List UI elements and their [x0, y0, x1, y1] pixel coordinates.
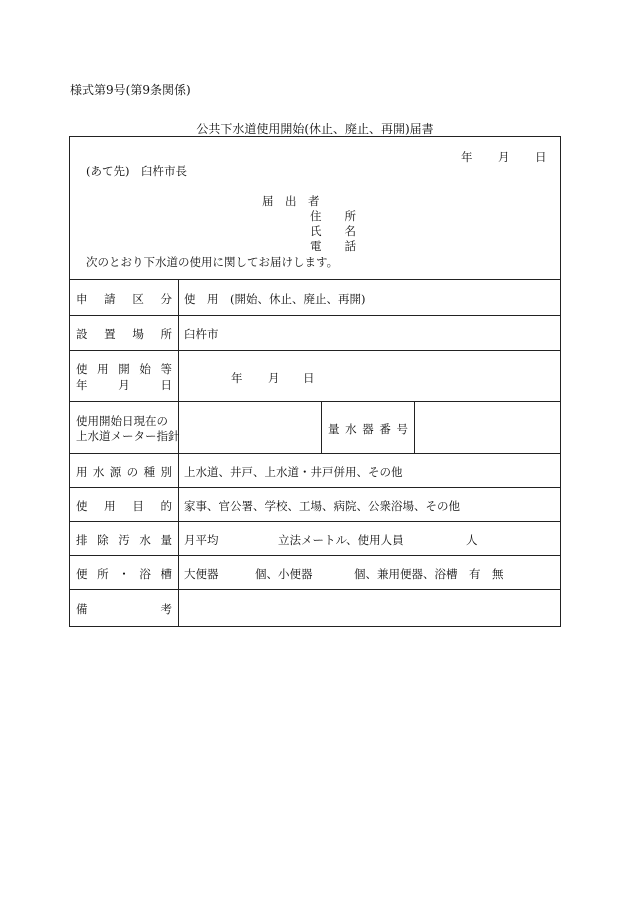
discharge-prefix: 月平均 — [184, 533, 219, 547]
meter-column-divider — [321, 401, 322, 453]
intro-text: 次のとおり下水道の使用に関してお届けします。 — [86, 255, 339, 269]
row-divider — [70, 453, 560, 454]
phone-label: 電 話 — [310, 239, 356, 253]
meter-label-line2: 上水道メーター指針 — [76, 429, 180, 443]
row-divider — [70, 279, 560, 280]
row-divider — [70, 350, 560, 351]
row-divider — [70, 401, 560, 402]
start-date-month: 月 — [268, 371, 280, 385]
start-date-label-line2: 年 月 日 — [76, 378, 172, 392]
name-label: 氏 名 — [310, 224, 356, 238]
toilet-bath-value-b: 個、小便器 — [255, 567, 313, 581]
toilet-bath-value-a: 大便器 — [184, 567, 219, 581]
meter-label-line1: 使用開始日現在の — [76, 414, 168, 428]
address-label: 住 所 — [310, 209, 356, 223]
application-type-value: 使 用 (開始、休止、廃止、再開) — [184, 292, 366, 306]
row-divider — [70, 487, 560, 488]
start-date-day: 日 — [303, 371, 315, 385]
purpose-value: 家事、官公署、学校、工場、病院、公衆浴場、その他 — [184, 499, 460, 513]
discharge-suffix: 人 — [466, 533, 478, 547]
applicant-heading: 届 出 者 — [262, 194, 320, 208]
addressee: (あて先) 臼杵市長 — [86, 164, 187, 178]
meter-number-label: 量 水 器 番 号 — [328, 422, 408, 436]
row-divider — [70, 555, 560, 556]
remarks-label: 備 考 — [76, 602, 172, 616]
toilet-bath-value-c: 個、兼用便器、浴槽 有 無 — [354, 567, 504, 581]
start-date-year: 年 — [231, 371, 243, 385]
application-form-table — [69, 136, 561, 627]
toilet-bath-label: 便 所 ・ 浴 槽 — [76, 567, 172, 581]
purpose-label: 使 用 目 的 — [76, 499, 172, 513]
location-value: 臼杵市 — [184, 327, 219, 341]
row-divider — [70, 589, 560, 590]
location-label: 設 置 場 所 — [76, 327, 172, 341]
row-divider — [70, 521, 560, 522]
application-type-label: 申 請 区 分 — [76, 292, 172, 306]
water-source-value: 上水道、井戸、上水道・井戸併用、その他 — [184, 465, 403, 479]
water-source-label: 用 水 源 の 種 別 — [76, 465, 172, 479]
date-day-label: 日 — [535, 150, 547, 164]
date-year-label: 年 — [461, 150, 473, 164]
form-number-label: 様式第9号(第9条関係) — [70, 83, 191, 97]
column-divider — [178, 279, 179, 626]
row-divider — [70, 315, 560, 316]
document-title: 公共下水道使用開始(休止、廃止、再開)届書 — [196, 122, 434, 136]
discharge-middle: 立法メートル、使用人員 — [278, 533, 404, 547]
date-month-label: 月 — [498, 150, 510, 164]
start-date-label-line1: 使 用 開 始 等 — [76, 362, 172, 376]
meter-column-divider — [414, 401, 415, 453]
discharge-label: 排 除 汚 水 量 — [76, 533, 172, 547]
